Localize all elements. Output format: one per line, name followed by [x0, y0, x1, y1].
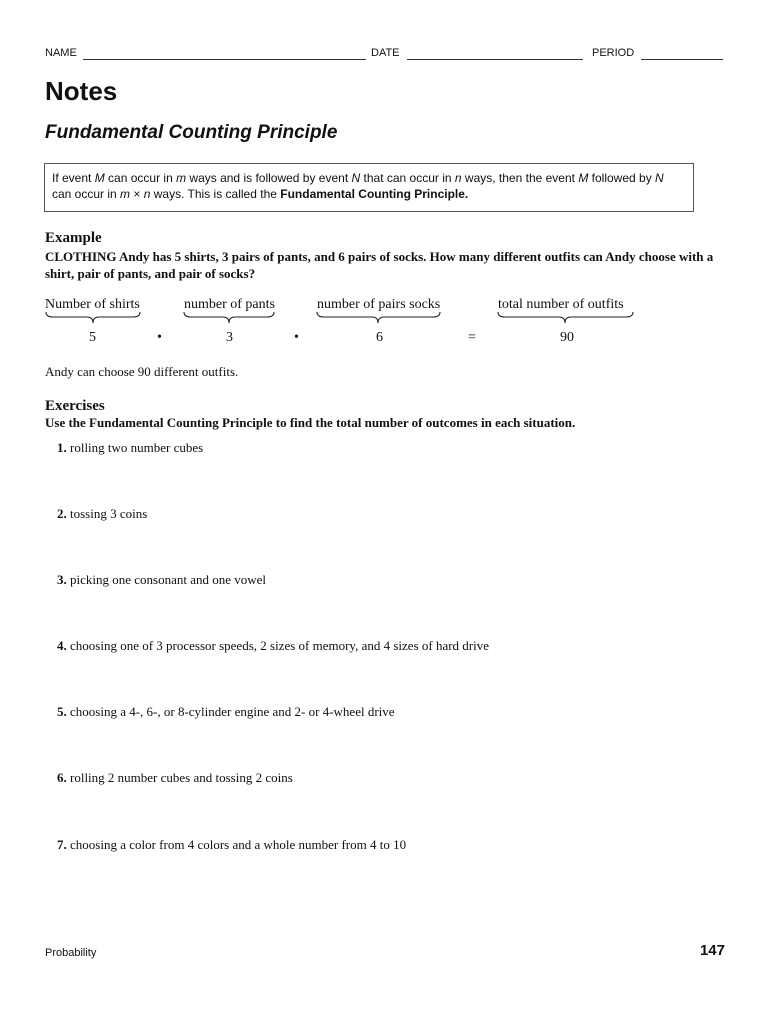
- exercise-text: picking one consonant and one vowel: [66, 572, 267, 587]
- variable-n: n: [143, 187, 151, 201]
- exercise-number: 4.: [57, 638, 67, 653]
- variable-m: m: [120, 187, 131, 201]
- exercise-item: [57, 770, 293, 786]
- variable-N: N: [655, 171, 664, 185]
- definition-text: followed by: [588, 171, 656, 185]
- date-label: DATE: [371, 47, 400, 59]
- definition-text: can occur in: [104, 171, 177, 185]
- name-label: NAME: [45, 47, 77, 59]
- exercise-number: 2.: [57, 506, 67, 521]
- brace-socks: [316, 311, 441, 325]
- value-total: 90: [560, 330, 574, 345]
- operator-multiply: •: [294, 330, 299, 345]
- definition-box: [44, 163, 694, 212]
- exercise-item: [57, 837, 406, 853]
- definition-text: ways and is followed by event: [186, 171, 352, 185]
- exercise-item: [57, 704, 395, 720]
- example-problem: [45, 248, 735, 282]
- label-pants: number of pants: [184, 297, 275, 312]
- student-info-header: [45, 46, 725, 62]
- label-outfits: total number of outfits: [498, 297, 624, 312]
- date-field-line[interactable]: [407, 59, 583, 60]
- variable-M: M: [578, 171, 589, 185]
- operator-equals: =: [468, 330, 476, 345]
- value-pants: 3: [226, 330, 233, 345]
- period-field-line[interactable]: [641, 59, 723, 60]
- period-label: PERIOD: [592, 47, 635, 59]
- value-shirts: 5: [89, 330, 96, 345]
- definition-text: ways. This is called the: [150, 187, 281, 201]
- definition-text: can occur in: [52, 187, 121, 201]
- brace-pants: [183, 311, 275, 325]
- exercises-heading: Exercises: [45, 398, 105, 414]
- exercise-item: [57, 638, 489, 654]
- exercise-number: 3.: [57, 572, 67, 587]
- definition-text: that can occur in: [360, 171, 455, 185]
- definition-text: If event: [52, 171, 95, 185]
- example-problem-text: Andy has 5 shirts, 3 pairs of pants, and 6 pairs of socks. How many different outfits can Andy choose with a shirt, pair of pants, and pair of socks?: [45, 249, 714, 281]
- definition-text: ways, then the event: [461, 171, 579, 185]
- example-answer: Andy can choose 90 different outfits.: [45, 364, 239, 379]
- times-symbol: ×: [130, 187, 144, 201]
- example-category: CLOTHING: [45, 249, 117, 264]
- exercise-text: rolling 2 number cubes and tossing 2 coins: [66, 770, 293, 785]
- exercise-number: 6.: [57, 770, 67, 785]
- example-heading: Example: [45, 230, 102, 246]
- exercise-item: [57, 506, 147, 522]
- exercise-text: tossing 3 coins: [66, 506, 148, 521]
- footer-section-name: Probability: [45, 947, 97, 959]
- exercise-item: [57, 572, 266, 588]
- lesson-subtitle: Fundamental Counting Principle: [45, 122, 338, 143]
- label-socks: number of pairs socks: [317, 297, 441, 312]
- exercise-text: choosing one of 3 processor speeds, 2 sizes of memory, and 4 sizes of hard drive: [66, 638, 490, 653]
- page-number: 147: [699, 942, 725, 959]
- exercise-text: rolling two number cubes: [66, 440, 204, 455]
- brace-shirts: [45, 311, 141, 325]
- definition-term: Fundamental Counting Principle.: [280, 187, 469, 201]
- exercises-instructions: Use the Fundamental Counting Principle to find the total number of outcomes in each situation.: [45, 415, 576, 430]
- exercise-number: 7.: [57, 837, 67, 852]
- label-shirts: Number of shirts: [45, 297, 140, 312]
- variable-M: M: [94, 171, 105, 185]
- brace-outfits: [497, 311, 634, 325]
- exercise-text: choosing a 4-, 6-, or 8-cylinder engine and 2- or 4-wheel drive: [66, 704, 395, 719]
- exercise-text: choosing a color from 4 colors and a whole number from 4 to 10: [66, 837, 407, 852]
- name-field-line[interactable]: [83, 59, 366, 60]
- exercise-number: 1.: [57, 440, 67, 455]
- value-socks: 6: [376, 330, 383, 345]
- exercise-item: [57, 440, 203, 456]
- operator-multiply: •: [157, 330, 162, 345]
- variable-n: n: [454, 171, 462, 185]
- variable-m: m: [176, 171, 187, 185]
- page-title: Notes: [45, 76, 118, 106]
- exercise-number: 5.: [57, 704, 67, 719]
- variable-N: N: [351, 171, 361, 185]
